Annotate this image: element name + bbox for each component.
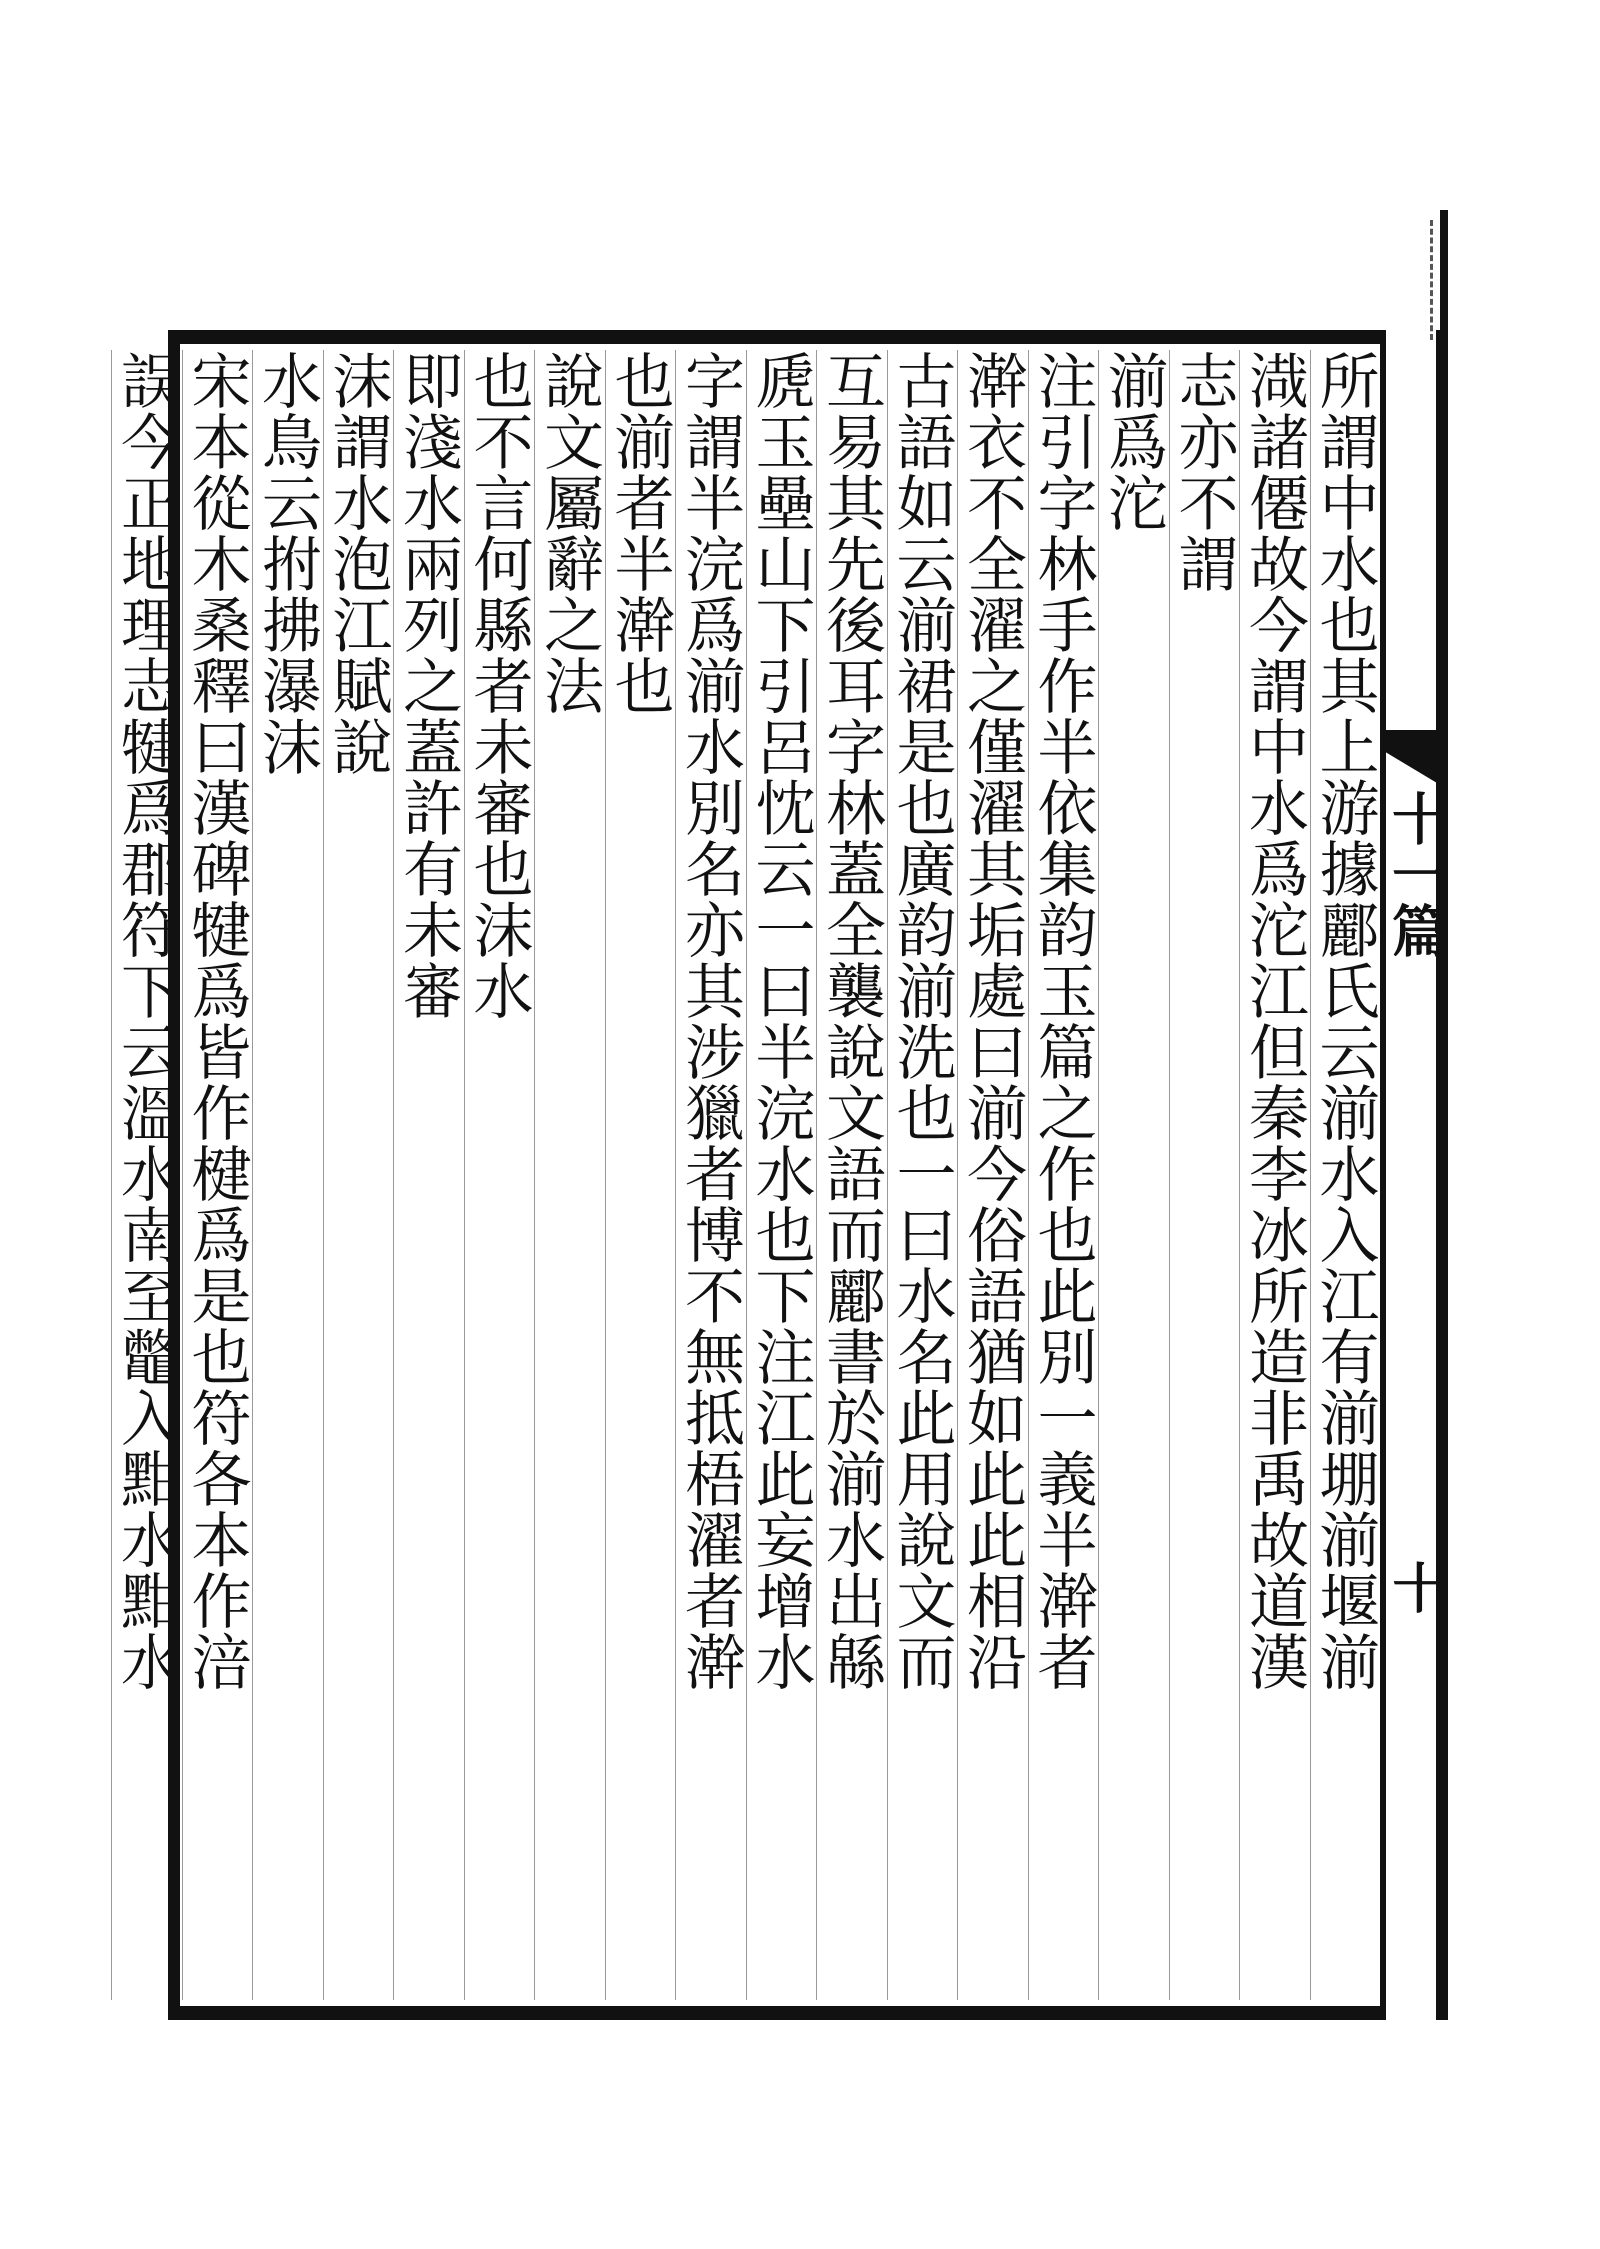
margin-top-rule xyxy=(1440,210,1448,350)
chapter-title: 十一篇 xyxy=(1383,790,1449,958)
text-column: 宋本從木桑釋曰漢碑犍爲皆作楗爲是也符各本作涪 xyxy=(182,350,251,2000)
main-text-block xyxy=(111,350,1380,2000)
leaf-number: 十 xyxy=(1384,1560,1448,1614)
text-column: 即淺水兩列之蓋許有未審 xyxy=(393,350,462,2000)
text-column: 字謂半浣爲湔水別名亦其涉獵者博不無抵梧濯者澣 xyxy=(675,350,744,2000)
text-column: 渽諸僊故今謂中水爲沱江但秦李冰所造非禹故道漢 xyxy=(1239,350,1308,2000)
text-column: 也湔者半澣也 xyxy=(605,350,674,2000)
text-column: 古語如云湔裙是也廣韵湔洗也一曰水名此用說文而 xyxy=(887,350,956,2000)
text-column: 互易其先後耳字林蓋全襲說文語而酈書於湔水出緜 xyxy=(816,350,885,2000)
text-column: 志亦不謂 xyxy=(1169,350,1238,2000)
text-column: 水鳥云拊拂瀑沫 xyxy=(252,350,321,2000)
text-column: 湔爲沱 xyxy=(1098,350,1167,2000)
text-column: 誤今正地理志犍爲郡符下云溫水南至鼈入黚水黚水 xyxy=(111,350,180,2000)
text-column: 也不言何縣者未審也沫水 xyxy=(464,350,533,2000)
text-column: 澣衣不全濯之僅濯其垢處曰湔今俗語猶如此此相沿 xyxy=(957,350,1026,2000)
text-column: 說文屬辭之法 xyxy=(534,350,603,2000)
text-column: 沫謂水泡江賦說 xyxy=(323,350,392,2000)
text-column: 虒玉壘山下引呂忱云一曰半浣水也下注江此妄增水 xyxy=(746,350,815,2000)
center-margin-column xyxy=(1383,330,1449,2020)
text-column: 所謂中水也其上游據酈氏云湔水入江有湔堋湔堰湔 xyxy=(1310,350,1379,2000)
text-column: 注引字林手作半依集韵玉篇之作也此別一義半澣者 xyxy=(1028,350,1097,2000)
margin-tick-marks xyxy=(1430,220,1437,340)
